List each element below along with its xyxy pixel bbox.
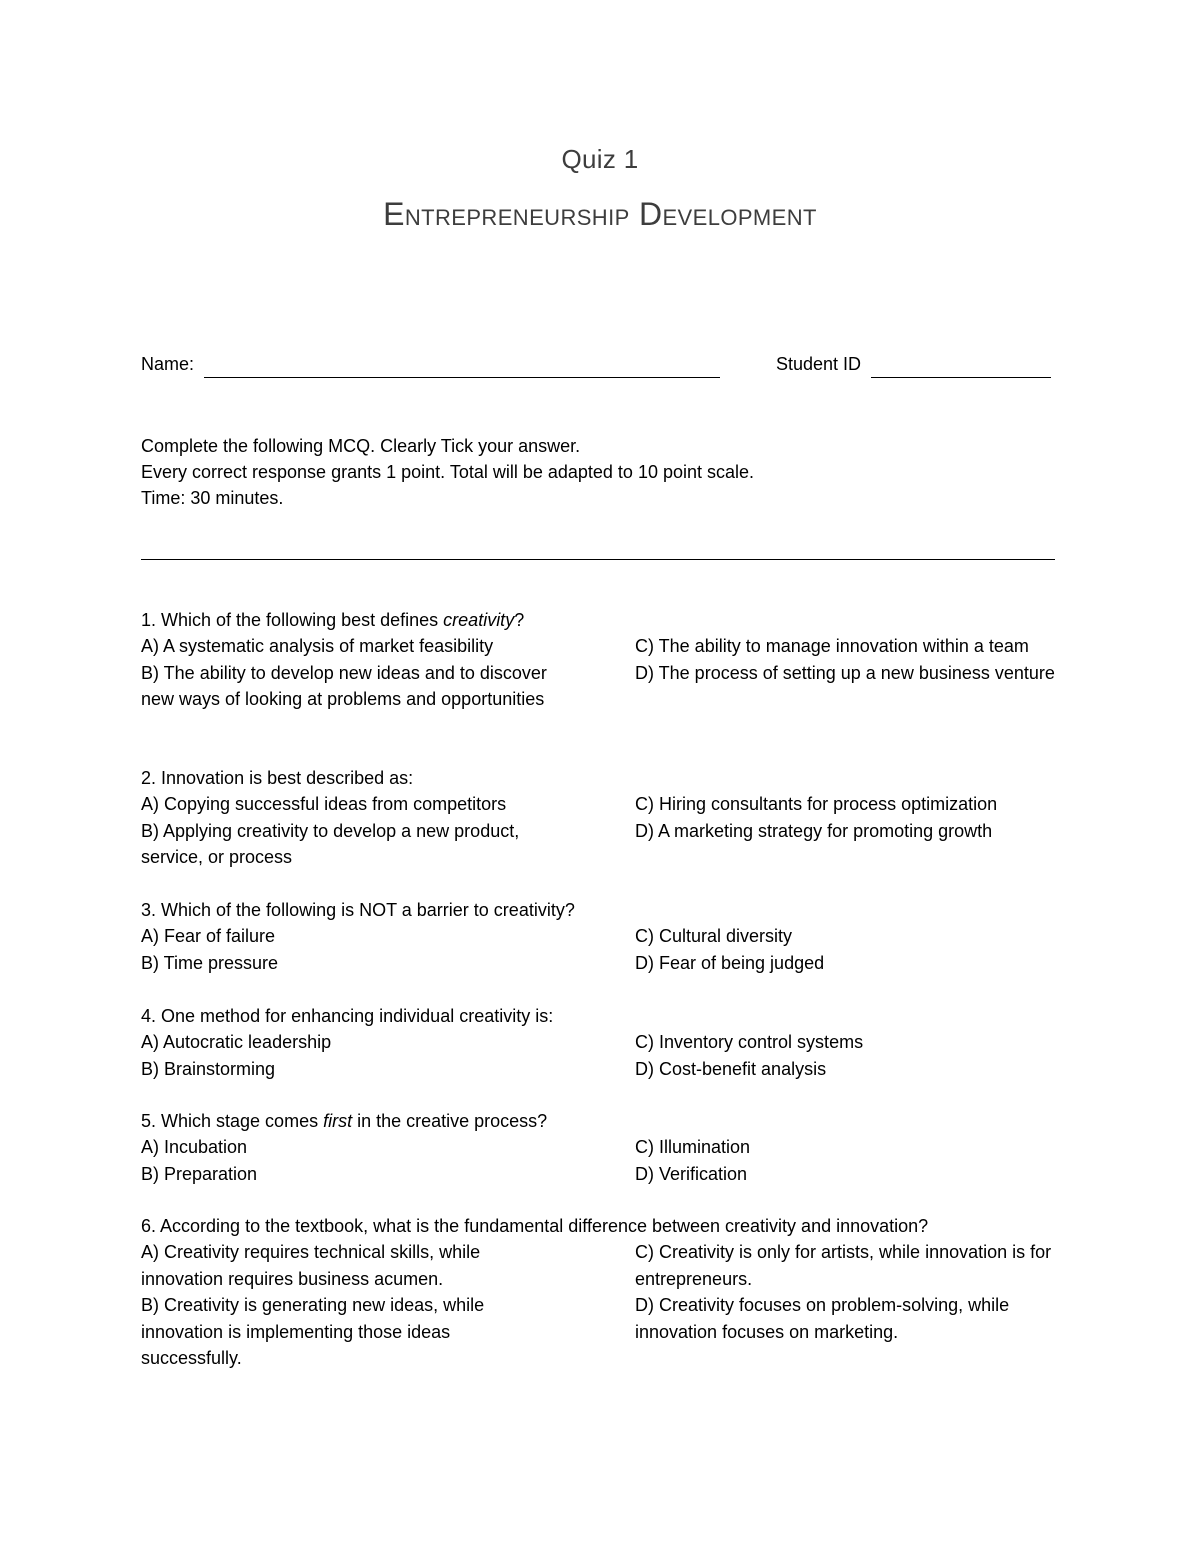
question-3 (141, 897, 1061, 973)
stem-text: 3. Which of the following is NOT a barrier to creativity? (141, 900, 575, 920)
option-c[interactable]: C) Inventory control systems (635, 1032, 864, 1053)
question-6 (141, 1213, 1061, 1369)
question-5 (141, 1108, 1061, 1184)
student-id-label: Student ID (776, 354, 862, 374)
options-left-column (141, 1239, 621, 1371)
instruction-line: Complete the following MCQ. Clearly Tick your answer. (141, 436, 581, 456)
options-left-column (141, 923, 621, 976)
name-answer-line[interactable] (204, 377, 720, 378)
instruction-line: Every correct response grants 1 point. Total will be adapted to 10 point scale. (141, 462, 755, 482)
question-1 (141, 607, 1061, 710)
student-id-answer-line[interactable] (871, 377, 1051, 378)
options-left-column (141, 791, 621, 870)
options-right-column (635, 1134, 1055, 1187)
stem-text: 5. Which stage comes (141, 1111, 324, 1131)
option-d[interactable]: D) Verification (635, 1163, 748, 1184)
option-a[interactable]: A) Creativity requires technical skills, while innovation requires business acumen. (141, 1242, 481, 1289)
option-c[interactable]: C) Hiring consultants for process optimization (635, 794, 998, 815)
options-left-column (141, 1134, 621, 1187)
option-b[interactable]: B) Preparation (141, 1163, 258, 1184)
question-stem (141, 765, 1061, 791)
option-a[interactable]: A) A systematic analysis of market feasibility (141, 636, 494, 657)
options-right-column (635, 791, 1055, 844)
option-d[interactable]: D) The process of setting up a new business venture (635, 662, 1055, 683)
option-d[interactable]: D) Fear of being judged (635, 952, 825, 973)
option-a[interactable]: A) Copying successful ideas from competitors (141, 794, 507, 815)
option-a[interactable]: A) Fear of failure (141, 926, 276, 947)
stem-text: in the creative process? (352, 1111, 548, 1131)
options-left-column (141, 633, 621, 712)
stem-text: 4. One method for enhancing individual creativity is: (141, 1006, 554, 1026)
section-divider (141, 559, 1055, 560)
stem-text: 2. Innovation is best described as: (141, 768, 414, 788)
instructions (141, 433, 1061, 511)
options-right-column (635, 923, 1055, 976)
option-b[interactable]: B) Creativity is generating new ideas, while innovation is implementing those ideas successfully. (141, 1295, 485, 1369)
options-right-column (635, 1239, 1055, 1345)
option-d[interactable]: D) Creativity focuses on problem-solving, while innovation focuses on marketing. (635, 1295, 1010, 1342)
stem-text: 1. Which of the following best defines (141, 610, 444, 630)
name-field-row (141, 354, 1061, 380)
name-label: Name: (141, 354, 195, 374)
option-c[interactable]: C) The ability to manage innovation within a team (635, 636, 1029, 657)
question-stem (141, 1003, 1061, 1029)
option-c[interactable]: C) Illumination (635, 1137, 751, 1158)
stem-emphasis: first (323, 1111, 353, 1131)
options-right-column (635, 1029, 1055, 1082)
question-2 (141, 765, 1061, 868)
option-b[interactable]: B) The ability to develop new ideas and to discover new ways of looking at problems and opportunities (141, 662, 547, 710)
option-c[interactable]: C) Cultural diversity (635, 926, 793, 947)
option-b[interactable]: B) Time pressure (141, 952, 279, 973)
stem-emphasis: creativity (443, 610, 515, 630)
question-4 (141, 1003, 1061, 1079)
question-stem (141, 1213, 1061, 1239)
question-stem (141, 897, 1061, 923)
options-right-column (635, 633, 1055, 686)
question-stem (141, 607, 1061, 633)
option-d[interactable]: D) A marketing strategy for promoting growth (635, 820, 993, 841)
option-a[interactable]: A) Incubation (141, 1137, 248, 1158)
option-a[interactable]: A) Autocratic leadership (141, 1032, 332, 1053)
option-b[interactable]: B) Brainstorming (141, 1058, 276, 1079)
option-c[interactable]: C) Creativity is only for artists, while innovation is for entrepreneurs. (635, 1242, 1052, 1289)
stem-text: 6. According to the textbook, what is the fundamental difference between creativity and innovation? (141, 1216, 929, 1236)
option-d[interactable]: D) Cost-benefit analysis (635, 1058, 827, 1079)
quiz-title: Quiz 1 (561, 144, 639, 174)
option-b[interactable]: B) Applying creativity to develop a new product, service, or process (141, 820, 520, 868)
course-title: Entrepreneurship Development (383, 196, 817, 232)
options-left-column (141, 1029, 621, 1082)
stem-text: ? (514, 610, 525, 630)
question-stem (141, 1108, 1061, 1134)
instruction-line: Time: 30 minutes. (141, 488, 284, 508)
